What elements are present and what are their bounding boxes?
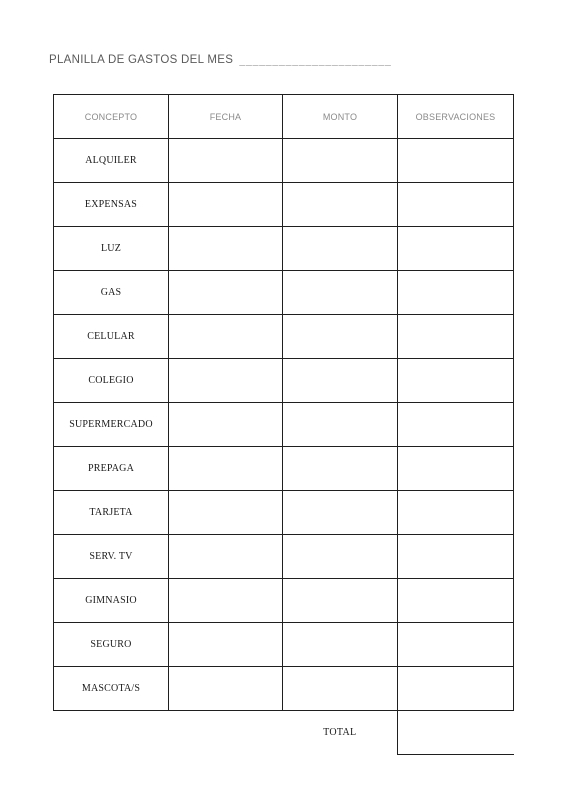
total-spacer xyxy=(54,711,169,755)
concept-cell: GIMNASIO xyxy=(54,579,169,623)
concept-cell: SEGURO xyxy=(54,623,169,667)
total-amount-cell[interactable] xyxy=(398,711,514,755)
amount-cell[interactable] xyxy=(283,227,398,271)
concept-cell: EXPENSAS xyxy=(54,183,169,227)
date-cell[interactable] xyxy=(169,623,283,667)
amount-cell[interactable] xyxy=(283,403,398,447)
concept-cell: PREPAGA xyxy=(54,447,169,491)
table-row xyxy=(54,491,514,535)
amount-cell[interactable] xyxy=(283,667,398,711)
concept-cell: SUPERMERCADO xyxy=(54,403,169,447)
amount-cell[interactable] xyxy=(283,359,398,403)
table-row xyxy=(54,271,514,315)
concept-cell: ALQUILER xyxy=(54,139,169,183)
notes-cell[interactable] xyxy=(398,447,514,491)
notes-cell[interactable] xyxy=(398,315,514,359)
table-row xyxy=(54,667,514,711)
date-cell[interactable] xyxy=(169,271,283,315)
date-cell[interactable] xyxy=(169,491,283,535)
notes-cell[interactable] xyxy=(398,579,514,623)
concept-cell: SERV. TV xyxy=(54,535,169,579)
expenses-table xyxy=(53,94,514,755)
concept-cell: CELULAR xyxy=(54,315,169,359)
date-cell[interactable] xyxy=(169,447,283,491)
table-row xyxy=(54,183,514,227)
notes-cell[interactable] xyxy=(398,535,514,579)
amount-cell[interactable] xyxy=(283,491,398,535)
concept-cell: GAS xyxy=(54,271,169,315)
header-fecha: FECHA xyxy=(169,95,283,139)
page-title-text: PLANILLA DE GASTOS DEL MES xyxy=(49,54,234,66)
table-row xyxy=(54,139,514,183)
header-monto: MONTO xyxy=(283,95,398,139)
table-row xyxy=(54,359,514,403)
date-cell[interactable] xyxy=(169,579,283,623)
concept-cell: MASCOTA/S xyxy=(54,667,169,711)
amount-cell[interactable] xyxy=(283,183,398,227)
notes-cell[interactable] xyxy=(398,623,514,667)
amount-cell[interactable] xyxy=(283,139,398,183)
concept-cell: TARJETA xyxy=(54,491,169,535)
date-cell[interactable] xyxy=(169,403,283,447)
table-row xyxy=(54,623,514,667)
table-row xyxy=(54,535,514,579)
notes-cell[interactable] xyxy=(398,271,514,315)
amount-cell[interactable] xyxy=(283,315,398,359)
amount-cell[interactable] xyxy=(283,623,398,667)
date-cell[interactable] xyxy=(169,315,283,359)
header-observaciones: OBSERVACIONES xyxy=(398,95,514,139)
notes-cell[interactable] xyxy=(398,667,514,711)
notes-cell[interactable] xyxy=(398,359,514,403)
concept-cell: COLEGIO xyxy=(54,359,169,403)
date-cell[interactable] xyxy=(169,183,283,227)
table-row xyxy=(54,227,514,271)
total-spacer xyxy=(169,711,283,755)
notes-cell[interactable] xyxy=(398,403,514,447)
total-row xyxy=(54,711,514,755)
page-title xyxy=(49,54,391,66)
table-header-row xyxy=(54,95,514,139)
table-row xyxy=(54,403,514,447)
notes-cell[interactable] xyxy=(398,227,514,271)
header-concepto: CONCEPTO xyxy=(54,95,169,139)
amount-cell[interactable] xyxy=(283,271,398,315)
date-cell[interactable] xyxy=(169,535,283,579)
notes-cell[interactable] xyxy=(398,183,514,227)
date-cell[interactable] xyxy=(169,359,283,403)
month-blank-line: _______________________ xyxy=(239,55,392,66)
amount-cell[interactable] xyxy=(283,535,398,579)
date-cell[interactable] xyxy=(169,227,283,271)
expenses-table-body xyxy=(54,139,514,755)
notes-cell[interactable] xyxy=(398,491,514,535)
amount-cell[interactable] xyxy=(283,447,398,491)
table-row xyxy=(54,579,514,623)
concept-cell: LUZ xyxy=(54,227,169,271)
date-cell[interactable] xyxy=(169,667,283,711)
date-cell[interactable] xyxy=(169,139,283,183)
total-label: TOTAL xyxy=(323,727,357,739)
notes-cell[interactable] xyxy=(398,139,514,183)
table-row xyxy=(54,315,514,359)
table-row xyxy=(54,447,514,491)
amount-cell[interactable] xyxy=(283,579,398,623)
